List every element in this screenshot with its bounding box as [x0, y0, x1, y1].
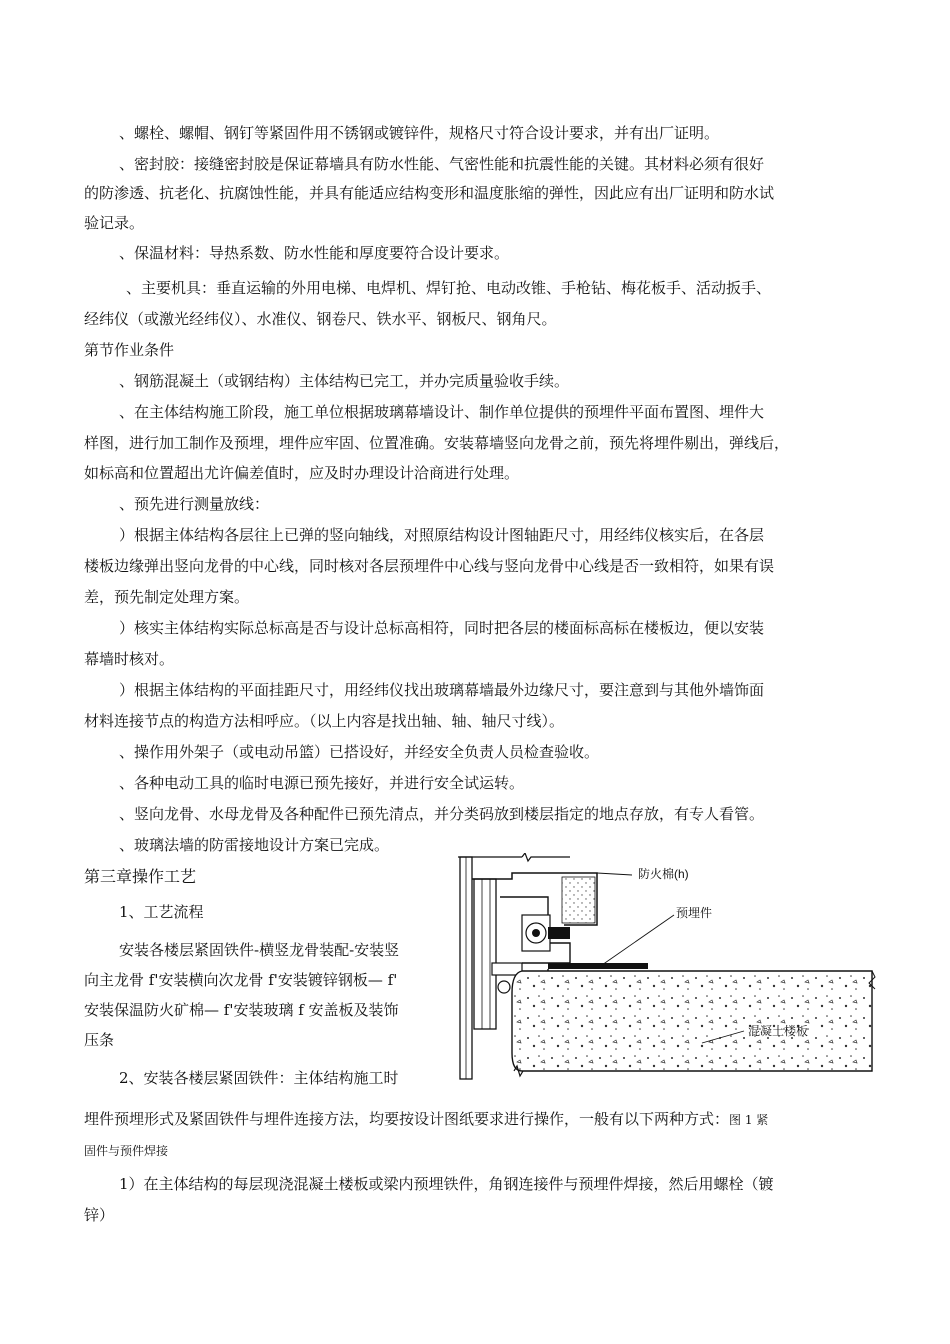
- text-line: 的防渗透、抗老化、抗腐蚀性能，并具有能适应结构变形和温度胀缩的弹性，因此应有出厂证明和防水试: [84, 184, 775, 202]
- text-line: 、各种电动工具的临时电源已预先接好，并进行安全试运转。: [119, 774, 525, 792]
- text-line: 压条: [84, 1031, 115, 1049]
- text-line: 、操作用外架子（或电动吊篮）已搭设好，并经安全负责人员检查验收。: [119, 743, 600, 761]
- text-line: 样图，进行加工制作及预埋，埋件应牢固、位置准确。安装幕墙竖向龙骨之前，预先将埋件剔出，弹线后，: [84, 434, 790, 452]
- text-line: 、竖向龙骨、水母龙骨及各种配件已预先清点，并分类码放到楼层指定的地点存放，有专人看管。: [119, 805, 765, 823]
- text-line: ）根据主体结构各层往上已弹的竖向轴线，对照原结构设计图轴距尺寸，用经纬仪核实后，在各层: [119, 526, 765, 544]
- text-line: [0, 1109, 950, 1130]
- text-line: 幕墙时核对。: [84, 650, 175, 668]
- text-line: 锌）: [84, 1206, 115, 1224]
- text-line: 安装各楼层紧固铁件-横竖龙骨装配-安装竖: [119, 941, 400, 959]
- text-line: 材料连接节点的构造方法相呼应。（以上内容是找出轴、轴、轴尺寸线）。: [84, 712, 565, 730]
- text-line: 、钢筋混凝土（或钢结构）主体结构已完工，并办完质量验收手续。: [119, 372, 570, 390]
- text-line: 、玻璃法墙的防雷接地设计方案已完成。: [119, 836, 390, 854]
- text-line: 、主要机具：垂直运输的外用电梯、电焊机、焊钉抢、电动改锥、手枪钻、梅花板手、活动扳手、: [126, 279, 772, 297]
- text-line: 向主龙骨 f'安装横向次龙骨 f'安装镀锌钢板— f': [84, 971, 398, 989]
- text-line: ）核实主体结构实际总标高是否与设计总标高相符，同时把各层的楼面标高标在楼板边，便以安装: [119, 619, 765, 637]
- section-drawing: [452, 853, 878, 1089]
- label-embedded-part: 预埋件: [676, 906, 713, 920]
- text-line: 1）在主体结构的每层现浇混凝土楼板或梁内预埋铁件，角钢连接件与预埋件焊接，然后用螺栓（镀: [119, 1175, 774, 1193]
- figure-caption: 固件与预件焊接: [84, 1144, 169, 1158]
- label-concrete-slab: 混凝土楼板: [748, 1024, 809, 1038]
- text-line: 、保温材料：导热系数、防水性能和厚度要符合设计要求。: [119, 244, 510, 262]
- text-line: 差，预先制定处理方案。: [84, 588, 250, 606]
- text-line: 、在主体结构施工阶段，施工单位根据玻璃幕墙设计、制作单位提供的预埋件平面布置图、埋件大: [119, 403, 765, 421]
- text-span: 埋件预埋形式及紧固铁件与埋件连接方法，均要按设计图纸要求进行操作，一般有以下两种方式：: [84, 1110, 730, 1128]
- text-line: 1、工艺流程: [119, 903, 204, 921]
- label-fire-insulation: 防火棉(h): [638, 867, 689, 881]
- text-line: 、密封胶：接缝密封胶是保证幕墙具有防水性能、气密性能和抗震性能的关键。其材料必须有很好: [119, 155, 765, 173]
- section-heading: 第节作业条件: [84, 341, 175, 359]
- text-line: 2、安装各楼层紧固铁件：主体结构施工时: [119, 1069, 399, 1087]
- text-line: 经纬仪（或激光经纬仪）、水准仪、钢卷尺、铁水平、钢板尺、钢角尺。: [84, 310, 557, 328]
- construction-detail-figure: [452, 853, 878, 1089]
- figure-caption: 图 1 紧: [729, 1113, 769, 1127]
- text-line: ）根据主体结构的平面挂距尺寸，用经纬仪找出玻璃幕墙最外边缘尺寸，要注意到与其他外墙饰面: [119, 681, 765, 699]
- chapter-heading: 第三章操作工艺: [84, 867, 197, 886]
- text-line: 如标高和位置超出尤许偏差值时，应及时办理设计洽商进行处理。: [84, 464, 520, 482]
- text-line: 验记录。: [84, 214, 145, 232]
- text-line: 、预先进行测量放线：: [119, 495, 270, 513]
- text-line: 、螺栓、螺帽、钢钉等紧固件用不锈钢或镀锌件，规格尺寸符合设计要求，并有出厂证明。: [119, 124, 720, 142]
- text-line: 楼板边缘弹出竖向龙骨的中心线，同时核对各层预埋件中心线与竖向龙骨中心线是否一致相符，如果有误: [84, 557, 775, 575]
- text-line: 安装保温防火矿棉— f'安装玻璃 f 安盖板及装饰: [84, 1001, 399, 1019]
